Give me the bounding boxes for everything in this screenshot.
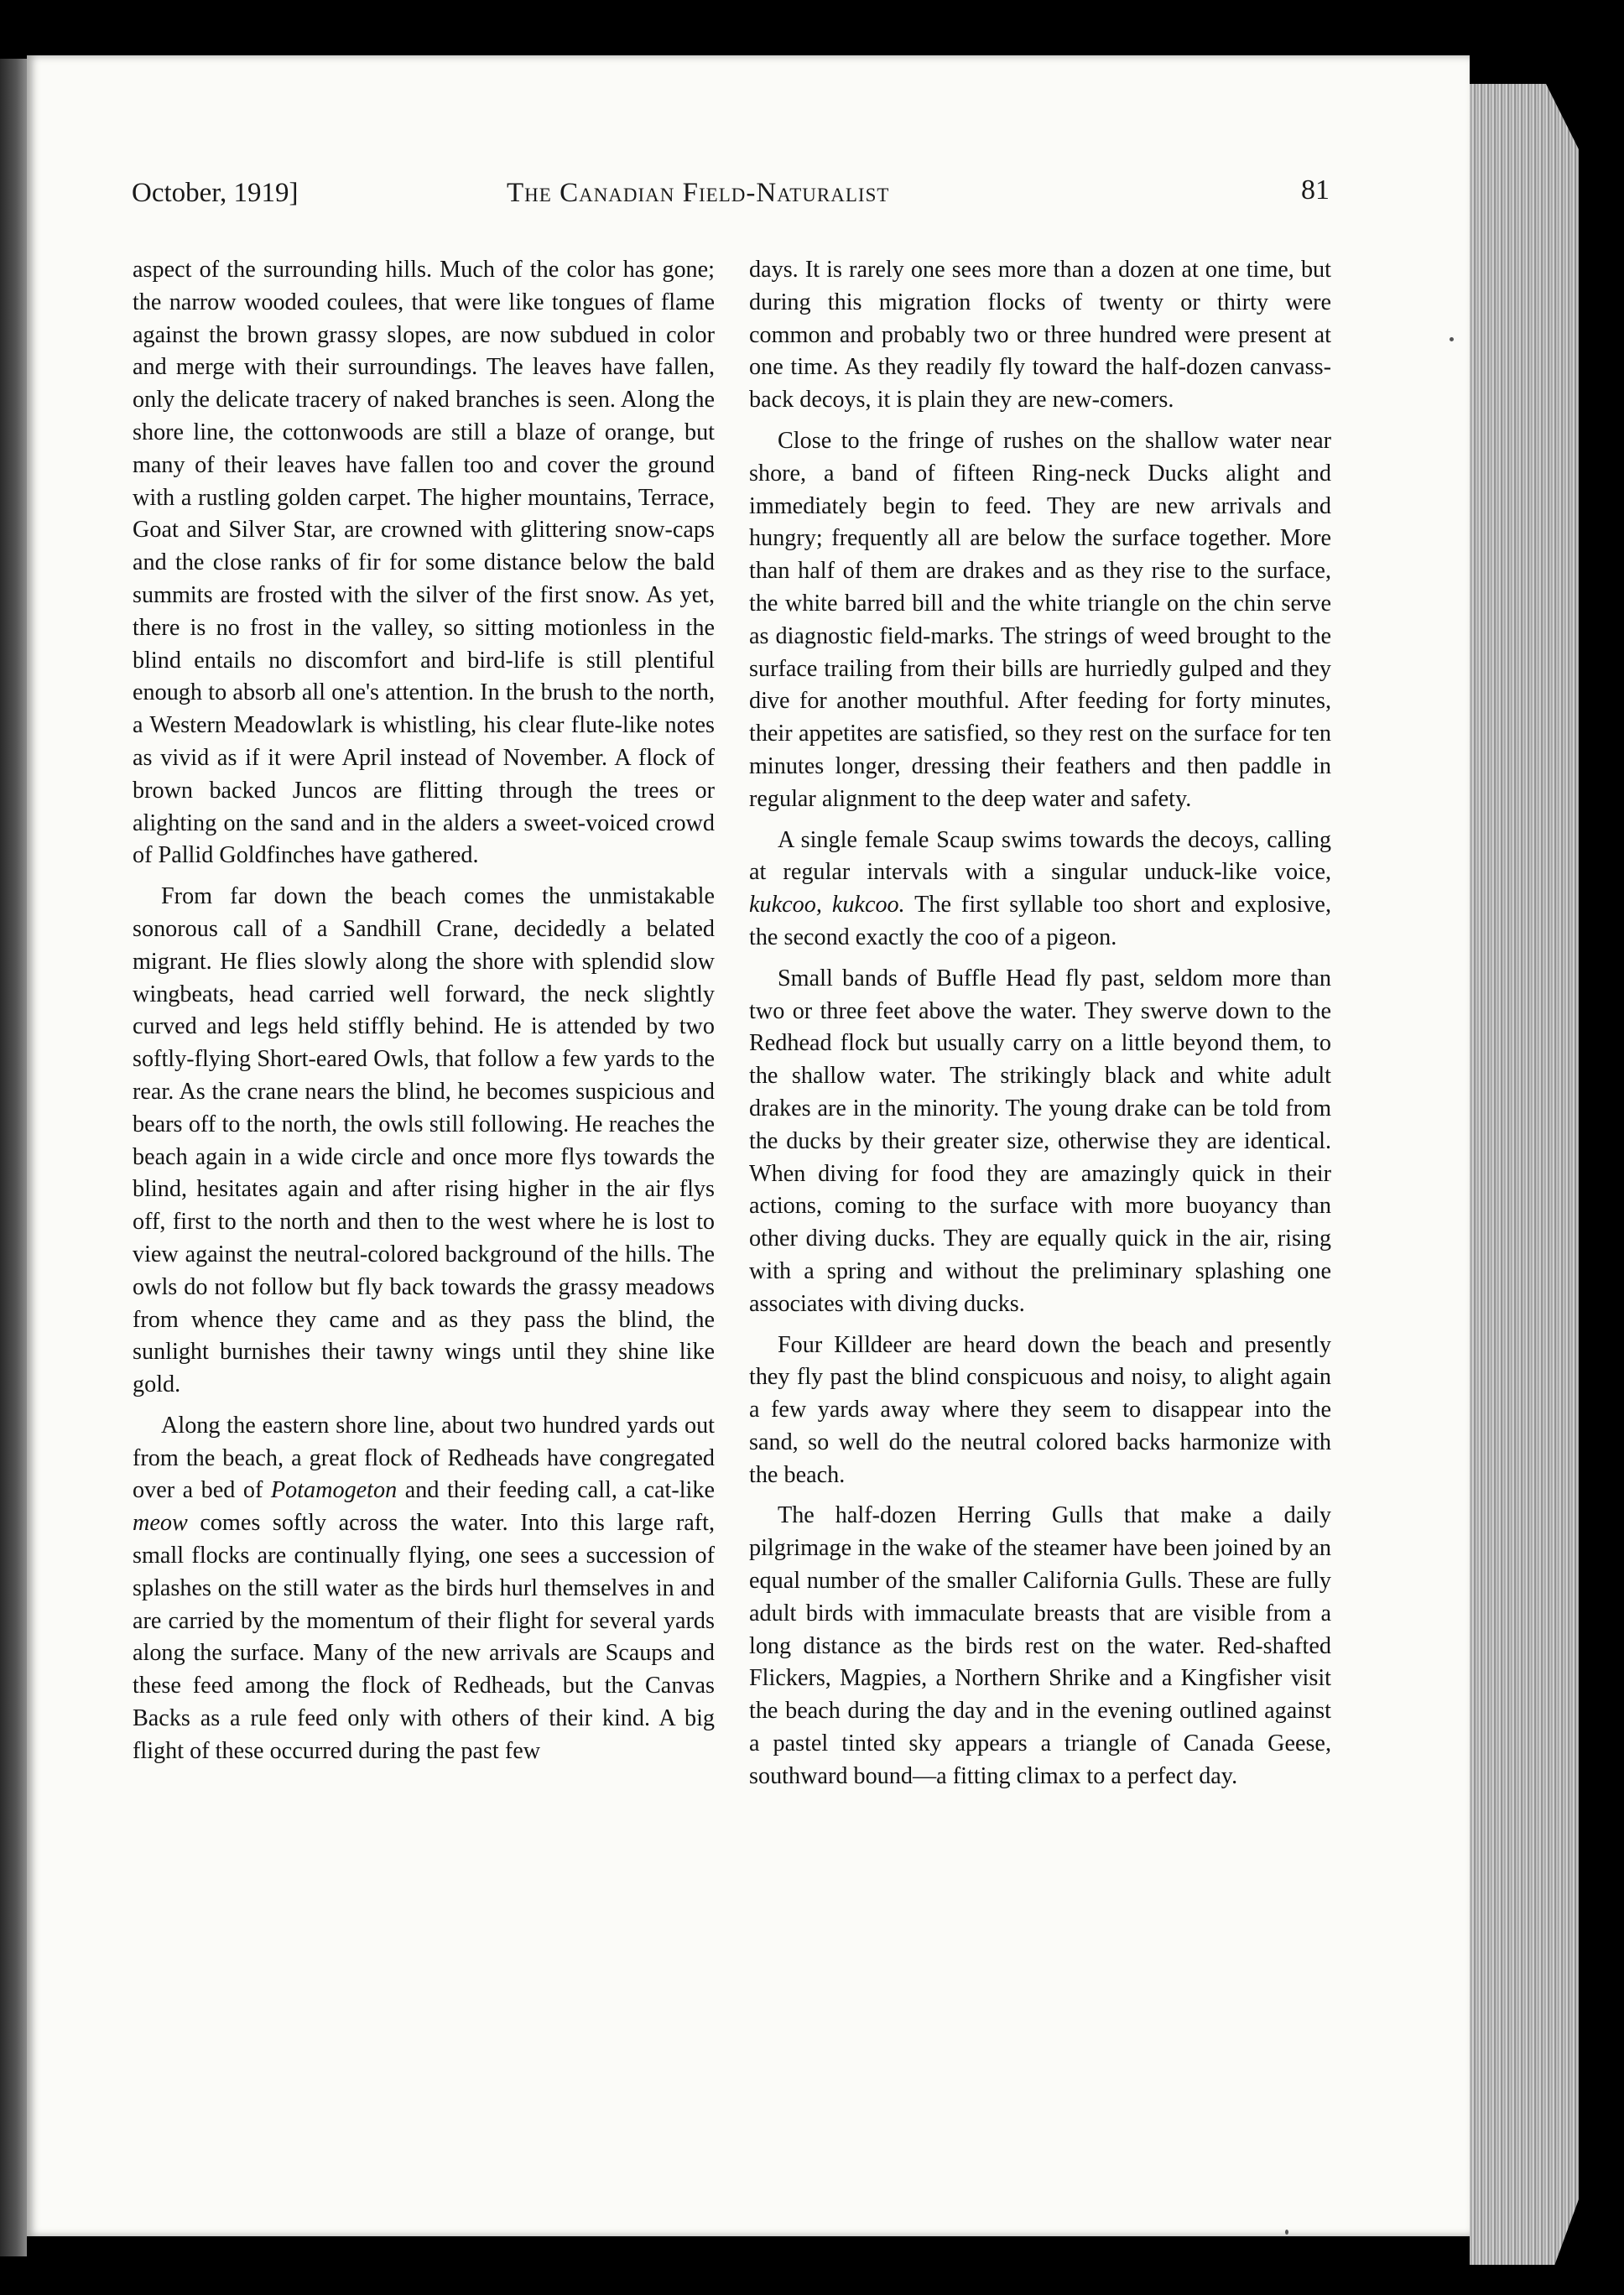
header-date: October, 1919] xyxy=(132,178,299,208)
paragraph xyxy=(749,825,1331,955)
italic-term: meow xyxy=(133,1510,188,1537)
paragraph: days. It is rarely one sees more than a dozen at one time, but during this migration flocks of twenty or thirty were common and probably two or three hundred were present at one time. As they readily fly toward the half-dozen canvass-back decoys, it is plain they are new-comers. xyxy=(749,257,1331,414)
italic-term: Potamogeton xyxy=(270,1477,398,1504)
paragraph-text: and their feeding call, a cat-like xyxy=(397,1477,715,1504)
paragraph-text: comes softly across the water. Into this large raft, small flocks are continually flying, one sees a succession of splashes on the still water as the birds hurl themselves in and are carried by the momentum of their flight for several yards along the surface. Many of the new arrivals are Scaups and these feed among the flock of Redheads, but the Canvas Backs as a rule feed only with others of their kind. A big flight of these occurred during the past few xyxy=(133,1510,715,1764)
page-number: 81 xyxy=(1301,174,1330,206)
book-binding-edge xyxy=(0,59,27,2256)
italic-call: kukcoo, kukcoo. xyxy=(749,892,905,919)
scan-speck xyxy=(1285,2230,1288,2235)
paragraph-text: Along the eastern shore line, about two hundred yards out from the beach, a great flock of Redheads have congregated over a bed of xyxy=(133,1412,715,1504)
paragraph-text: The first syllable too short and explosive, the second exactly the coo of a pigeon. xyxy=(749,892,1331,950)
paragraph: Small bands of Buffle Head fly past, seldom more than two or three feet above the water. They swerve down to the Redhead flock but usually carry on a little beyond them, to the shallow water. The strikingly black and white adult drakes are in the minority. The young drake can be told from the ducks by their greater size, otherwise they are identical. When diving for food they are amazingly quick in their actions, coming to the surface with more buoyancy than other diving ducks. They are equally quick in the air, rising with a spring and without the preliminary splashing one associates with diving ducks. xyxy=(749,965,1331,1317)
left-text-column xyxy=(133,254,715,1768)
page-stack-edges xyxy=(1470,84,1579,2265)
paragraph: aspect of the surrounding hills. Much of the color has gone; the narrow wooded coulees, that were like tongues of flame against the brown grassy slopes, are now subdued in color and merge with their surroundings. The leaves have fallen, only the delicate tracery of naked branches is seen. Along the shore line, the cottonwoods are still a blaze of orange, but many of their leaves have fallen too and cover the ground with a rustling golden carpet. The higher mountains, Terrace, Goat and Silver Star, are crowned with glittering snow-caps and the close ranks of fir for some distance below the bald summits are frosted with the silver of the first snow. As yet, there is no frost in the valley, so sitting motionless in the blind entails no discomfort and bird-life is still plentiful enough to absorb all one's attention. In the brush to the north, a Western Meadowlark is whistling, his clear flute-like notes as vivid as if it were April instead of November. A flock of brown backed Juncos are flitting through the trees or alighting on the sand and in the alders a sweet-voiced crowd of Pallid Goldfinches have gathered. xyxy=(133,257,715,869)
paragraph: From far down the beach comes the unmistakable sonorous call of a Sandhill Crane, decidedly a belated migrant. He flies slowly along the shore with splendid slow wingbeats, head carried well forward, the neck slightly curved and legs held stiffly behind. He is attended by two softly-flying Short-eared Owls, that follow a few yards to the rear. As the crane nears the blind, he becomes suspicious and bears off to the north, the owls still following. He reaches the beach again in a wide circle and once more flys towards the blind, hesitates again and after rising higher in the air flys off, first to the north and then to the west where he is lost to view against the neutral-colored background of the hills. The owls do not follow but fly back towards the grassy meadows from whence they came and as they pass the blind, the sunlight burnishes their tawny wings until they shine like gold. xyxy=(133,883,715,1398)
header-journal-title: The Canadian Field-Naturalist xyxy=(507,178,890,208)
paragraph: The half-dozen Herring Gulls that make a daily pilgrimage in the wake of the steamer have been joined by an equal number of the smaller California Gulls. These are fully adult birds with immaculate breasts that are visible from a long distance as the birds rest on the water. Red-shafted Flickers, Magpies, a Northern Shrike and a Kingfisher visit the beach during the day and in the evening outlined against a pastel tinted sky appears a triangle of Canada Geese, southward bound—a fitting climax to a perfect day. xyxy=(749,1502,1331,1789)
paragraph: Four Killdeer are heard down the beach and presently they fly past the blind conspicuous and noisy, to alight again a few yards away where they seem to disappear into the sand, so well do the neutral colored backs harmonize with the beach. xyxy=(749,1331,1331,1488)
right-text-column xyxy=(749,254,1331,1793)
scan-speck xyxy=(1450,337,1454,341)
paragraph-text: A single female Scaup swims towards the decoys, calling at regular intervals with a singular unduck-like voice, xyxy=(749,826,1331,886)
running-header xyxy=(132,174,1330,221)
paragraph: Close to the fringe of rushes on the shallow water near shore, a band of fifteen Ring-neck Ducks alight and immediately begin to feed. They are new arrivals and hungry; frequently all are below the surface together. More than half of them are drakes and as they rise to the surface, the white barred bill and the white triangle on the chin serve as diagnostic field-marks. The strings of weed brought to the surface trailing from their bills are hurriedly gulped and they dive for another mouthful. After feeding for forty minutes, their appetites are satisfied, so they rest on the surface for ten minutes longer, dressing their feathers and then paddle in regular alignment to the deep water and safety. xyxy=(749,427,1331,812)
paragraph xyxy=(133,1410,715,1768)
